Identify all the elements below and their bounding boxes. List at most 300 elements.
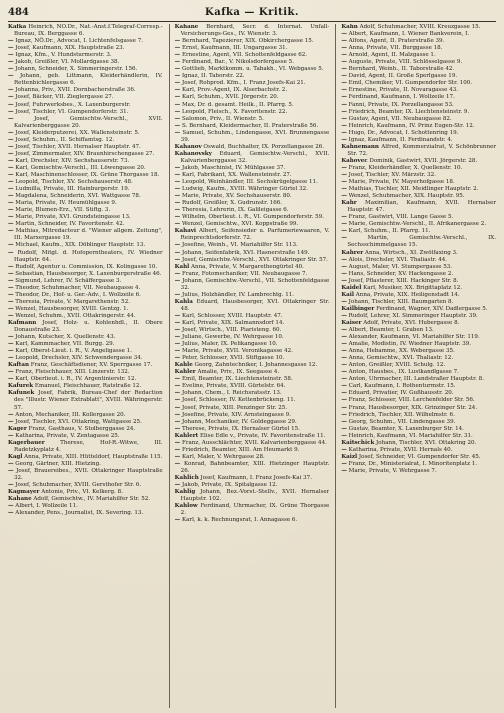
entry-surname: — <box>341 348 347 355</box>
directory-entry <box>8 144 163 151</box>
entry-surname: Kahle <box>174 362 193 369</box>
entry-surname: — <box>8 411 14 418</box>
directory-entry <box>8 320 163 334</box>
entry-surname: Kahnemann <box>341 143 379 150</box>
entry-surname: — <box>341 397 347 404</box>
directory-entry <box>8 440 163 454</box>
entry-details: Max, Dr. d. gesamt. Heilk., II. Pfarrg. 5. <box>180 101 294 108</box>
entry-surname: — <box>8 52 14 59</box>
entry-details: Karl, Maschinenschlosser, IX. Grüne Thorgasse 18. <box>13 171 160 178</box>
entry-surname: — <box>341 80 347 87</box>
entry-details: Fanni, Private, IX. Porzellangasse 53. <box>346 101 454 108</box>
directory-entry <box>8 433 163 440</box>
entry-surname: — <box>341 460 347 467</box>
entry-details: Hans, Schneider, XV. Hackengasse 2. <box>346 270 454 277</box>
entry-surname: — <box>174 214 181 221</box>
entry-surname: Kahlig <box>174 489 196 496</box>
directory-entry <box>341 144 496 158</box>
directory-entry <box>175 299 330 313</box>
entry-surname: — <box>8 291 14 298</box>
entry-details: Josefine, Weinh., VI. Mariahilfer Str. 113. <box>180 242 298 249</box>
directory-entry <box>8 165 163 172</box>
directory-entry <box>341 186 496 193</box>
entry-details: August, Maler, VI. Stumpergasse 53. <box>346 263 453 270</box>
directory-entry <box>175 200 330 207</box>
entry-surname: — <box>174 249 181 256</box>
entry-surname: Kahler <box>174 369 196 376</box>
entry-surname: — <box>8 341 14 348</box>
entry-details: Josef, Tischler, VI. Gumpendorferstr. 31. <box>13 108 129 115</box>
entry-details: Ernst, Kaufmann, III. Ungargasse 31. <box>180 45 288 52</box>
entry-details: Katharina, Private, XVII. Hernals 40. <box>346 446 453 453</box>
entry-details: Rudolf, Agentur u. Commission, IX. Kolingasse 10. <box>13 263 158 270</box>
directory-entry <box>8 66 163 73</box>
entry-surname: — <box>8 207 14 214</box>
directory-entry <box>8 348 163 355</box>
entry-details: Josef, Kaufmann, XIX. Hauptstraße 23. <box>13 45 125 52</box>
directory-entry <box>175 130 330 144</box>
entry-surname: — <box>8 369 14 376</box>
entry-surname: — <box>174 242 181 249</box>
entry-details: Ignaz, NÖ.Dr., Advocat, I. Lichtenfelsgasse 7. <box>13 38 143 45</box>
directory-entry <box>8 412 163 419</box>
entry-surname: — <box>341 122 347 129</box>
directory-entry <box>8 186 163 193</box>
entry-surname: — <box>341 383 347 390</box>
entry-details: Ernestine, Agent, VII. Schottenfeldgasse 62. <box>180 52 308 59</box>
directory-entry <box>8 390 163 411</box>
entry-details: Theodor, Dr., Hof- u. Ger.-Adv., I. Wollzeile 6. <box>13 291 141 298</box>
directory-entry <box>175 242 330 249</box>
entry-surname: — <box>8 510 14 517</box>
directory-entry <box>341 433 496 440</box>
entry-surname: — <box>174 38 181 45</box>
directory-entry <box>341 264 496 271</box>
entry-surname: — <box>341 59 347 66</box>
entry-surname: — <box>174 52 181 59</box>
entry-surname: Kahavi <box>174 228 197 235</box>
entry-details: Magdalena, Schneiderin, XVI. Wattgasse 78. <box>13 193 141 200</box>
entry-details: Wenzel, Hausbesorger, XVIII. Gentzg. 1. <box>13 305 129 312</box>
entry-details: Mathias, Mitredacteur d. "Wiener allgem. Zeitung", III. Marxergasse 19. <box>13 228 163 242</box>
entry-details: Theresia, Private, V. Margarethenstr. 52. <box>13 298 131 305</box>
entry-details: Samuel, Schuhm., Lindengasse, XVI. Brunnengasse 39. <box>180 129 330 143</box>
directory-entry <box>341 52 496 59</box>
entry-surname: — <box>8 312 14 319</box>
directory-columns <box>8 24 496 708</box>
directory-entry <box>8 362 163 369</box>
entry-surname: — <box>341 390 347 397</box>
directory-entry <box>341 412 496 419</box>
directory-entry <box>175 38 330 45</box>
entry-surname: — <box>8 150 14 157</box>
entry-details: Johann, Kutscher, X. Quellenstr. 43. <box>13 334 116 341</box>
entry-surname: — <box>174 115 181 122</box>
entry-details: Johann, Mechaniker, IV. Goldeggasse 29. <box>180 418 297 425</box>
entry-surname: Kafurek <box>8 383 34 390</box>
entry-details: Marie, Gemischtw.-Verschl., II. Afrikanergasse 2. <box>346 221 487 228</box>
entry-details: Juliane, Gewerbe, IV. Wehrgasse 10. <box>180 334 284 341</box>
entry-surname: — <box>8 94 14 101</box>
entry-surname: Kaidel <box>341 284 362 291</box>
directory-entry <box>175 292 330 299</box>
entry-surname: Kahlich <box>174 475 199 481</box>
entry-details: Emil, Beamter, IX. Liechtensteinstr. 58. <box>180 376 293 383</box>
entry-surname: — <box>8 73 14 80</box>
entry-details: Heinrich, Kaufmann, VI. Mariahilfer Str. 31. <box>346 432 473 439</box>
entry-surname: — <box>8 418 14 425</box>
entry-surname: — <box>8 348 14 355</box>
entry-surname: Kahla <box>174 298 193 305</box>
entry-details: Wenzel, Schuhm., XVII. Ottakringerstr. 44. <box>13 312 136 319</box>
entry-details: Auguste, Private, VIII. Schlösselgasse 9. <box>346 59 463 66</box>
entry-surname: Kafmann <box>8 319 37 326</box>
entry-details: Jakob, Greißler, VI. Mollardgasse 38. <box>13 59 120 66</box>
entry-surname: — <box>341 277 347 284</box>
entry-surname: — <box>174 122 181 129</box>
entry-surname: — <box>174 390 181 397</box>
entry-details: Ludmilla, Private, III. Hainburgerstr. 19. <box>13 186 130 193</box>
directory-entry <box>175 355 330 362</box>
entry-details: Josef, Gemischtw.-Verschl., XVII. Kalvarienberggasse 20. <box>13 115 163 129</box>
entry-surname: Kahane <box>8 496 32 503</box>
directory-entry <box>8 130 163 137</box>
entry-details: Georg, Zahntechniker, I. Johannesgasse 12. <box>192 362 318 369</box>
entry-details: Emil, Chemiker, VI. Gumpendorfer Str. 100. <box>346 80 473 87</box>
directory-entry <box>341 102 496 109</box>
entry-details: Franz, Gastwirt, VIII. Lange Gasse 5. <box>346 214 454 221</box>
entry-surname: — <box>341 87 347 94</box>
entry-surname: — <box>341 221 347 228</box>
entry-details: Albert, Kaufmann, I. Wiener Bankverein, I. <box>346 31 470 38</box>
entry-surname: — <box>174 45 181 52</box>
entry-surname: — <box>341 355 347 362</box>
page-number: 484 <box>8 7 29 18</box>
entry-details: Alois, Drechsler, XVI. Thaliastr. 44. <box>346 256 448 263</box>
entry-details: Martin, Schneider, IV. Favoritenstr. 42. <box>13 221 125 228</box>
entry-surname: — <box>8 298 14 305</box>
directory-entry <box>341 397 496 404</box>
directory-entry <box>175 52 330 59</box>
directory-entry <box>341 94 496 101</box>
entry-details: Michael, Kaufm., XIX. Döblinger Hauptstr. 13. <box>13 242 146 249</box>
entry-surname: — <box>8 38 14 45</box>
directory-entry <box>175 517 330 524</box>
entry-details: Franz, Gasthaus, V. Stolberggasse 24. <box>26 425 136 432</box>
directory-entry <box>8 52 163 59</box>
entry-details: Josef, Schlosser, IV. Kettenbrückeng. 11. <box>180 397 296 404</box>
entry-surname: — <box>341 263 347 270</box>
entry-surname: — <box>341 31 347 38</box>
directory-entry <box>341 369 496 376</box>
entry-surname: Kahl <box>174 263 190 270</box>
entry-surname: Kager <box>8 425 27 432</box>
entry-details: Johann, Schneider, X. Simmeringerstr. 156. <box>13 66 138 73</box>
entry-surname: — <box>341 446 347 453</box>
directory-entry <box>8 207 163 214</box>
entry-details: Wilhelm, Oberlieut. i. R., VI. Gumpendorferstr. 59. <box>180 214 324 221</box>
entry-details: Josef, Pflasterer, XIII. Hackinger Str. 8. <box>346 277 459 284</box>
entry-details: Josef, Brauereibes., XVII. Ottakringer Hauptstraße 32. <box>13 467 163 481</box>
entry-details: Jakob, Private, IX. Spitalgasse 12. <box>180 482 278 489</box>
entry-surname: Kahlert <box>174 432 199 439</box>
entry-surname: — <box>341 312 347 319</box>
entry-surname: — <box>174 129 181 136</box>
directory-entry <box>341 341 496 348</box>
directory-entry <box>175 116 330 123</box>
directory-entry <box>341 172 496 179</box>
entry-surname: — <box>174 186 181 193</box>
entry-surname: — <box>8 284 14 291</box>
entry-surname: — <box>174 80 181 87</box>
directory-entry <box>8 376 163 383</box>
directory-entry <box>8 369 163 376</box>
entry-surname: — <box>8 228 14 235</box>
directory-entry <box>8 158 163 165</box>
entry-surname: — <box>8 171 14 178</box>
directory-entry <box>8 102 163 109</box>
entry-details: Oswald, Buchhalter, IX. Porzellangasse 26. <box>201 143 325 150</box>
entry-surname: — <box>174 404 181 411</box>
directory-entry <box>175 102 330 109</box>
entry-details: Wenzel, Schuhmacher, XIX. Hauptstr. 95. <box>346 193 465 200</box>
entry-surname: — <box>174 94 181 101</box>
entry-surname: — <box>174 327 181 334</box>
directory-entry <box>8 341 163 348</box>
entry-surname: — <box>174 482 181 489</box>
entry-surname: — <box>174 193 181 200</box>
directory-entry <box>175 412 330 419</box>
entry-details: Josef, Private, XIII. Penzinger Str. 25. <box>180 404 288 411</box>
entry-surname: — <box>341 171 347 178</box>
directory-entry <box>175 327 330 334</box>
entry-surname: — <box>341 270 347 277</box>
entry-surname: — <box>341 228 347 235</box>
directory-entry <box>341 193 496 200</box>
entry-surname: — <box>8 503 14 510</box>
entry-details: Karl, Schuhm., II. Pfarrg. 11. <box>346 228 431 235</box>
entry-details: Arnold, Agent, II. Malzgasse 1. <box>346 52 436 59</box>
entry-surname: — <box>174 270 181 277</box>
directory-entry <box>341 158 496 165</box>
entry-details: Friedrich, Beamter, IX. Liechtensteinstr. 9. <box>346 108 470 115</box>
entry-surname: — <box>8 193 14 200</box>
entry-details: Alexander, Kaufmann, VI. Mariahilfer Str. 119. <box>346 334 480 341</box>
entry-details: Franz, Schlosser, VIII. Lerchenfelder Str. 56. <box>346 397 475 404</box>
entry-details: Mathias, Tischler, XII. Meidlinger Hauptstr. 2. <box>346 186 479 193</box>
entry-details: Josef, Tischler, XVII. Hernalser Hauptstr. 47. <box>13 143 141 150</box>
directory-entry <box>8 193 163 200</box>
directory-entry <box>175 250 330 257</box>
entry-details: Eduard, Hausbesorger, XVI. Ottakringer Str. 48. <box>180 298 330 312</box>
page-header <box>8 5 496 21</box>
entry-details: Peter, Schlosser, XVII. Stiftgasse 10. <box>180 355 285 362</box>
directory-entry <box>175 489 330 503</box>
column-3 <box>335 24 496 708</box>
directory-entry <box>341 362 496 369</box>
directory-entry <box>8 426 163 433</box>
directory-entry <box>8 503 163 510</box>
entry-surname: — <box>174 517 181 524</box>
entry-surname: — <box>341 186 347 193</box>
entry-surname: — <box>8 432 14 439</box>
directory-entry <box>8 200 163 207</box>
directory-entry <box>175 376 330 383</box>
column-2 <box>169 24 330 708</box>
entry-details: Gottlieb, Marktkomm. u. Tabakh., VI. Webgasse 5. <box>180 66 324 73</box>
directory-entry <box>175 66 330 73</box>
directory-entry <box>8 271 163 278</box>
entry-surname: — <box>8 45 14 52</box>
entry-surname: — <box>8 87 14 94</box>
directory-entry <box>341 468 496 475</box>
entry-surname: — <box>8 221 14 228</box>
entry-details: Therese, Hof-R.-Witwe, III. Radetzkyplatz 4. <box>14 439 163 453</box>
directory-entry <box>341 31 496 38</box>
entry-details: Josef, Fuhrwerksbes., X. Laxenburgerstr. <box>13 101 131 108</box>
directory-entry <box>8 24 163 38</box>
entry-details: Josef, Schneider, VI. Gumpendorfer Str. 45. <box>357 453 481 460</box>
directory-entry <box>341 59 496 66</box>
entry-surname: — <box>8 249 14 256</box>
entry-surname: — <box>174 446 181 453</box>
entry-details: Martin, Gemischtw.-Verschl., IX. Sechsschimmelgasse 15. <box>346 235 497 249</box>
entry-details: Karl, Schlosser, XVIII. Hauptstr. 47. <box>180 312 283 319</box>
entry-surname: — <box>341 334 347 341</box>
entry-surname: — <box>341 136 347 143</box>
directory-entry <box>175 214 330 221</box>
entry-details: Friedrich, Tischler, XII. Wilhelmstr. 6. <box>346 411 455 418</box>
directory-entry <box>8 334 163 341</box>
directory-entry <box>175 390 330 397</box>
entry-surname: — <box>341 129 347 136</box>
entry-details: Karl, Schuhm., XVII. Jörgerstr. 20. <box>180 94 279 101</box>
entry-surname: — <box>174 460 181 467</box>
directory-entry <box>175 362 330 369</box>
entry-details: Eduard, Privatier, IV. Gußhausstr. 20. <box>346 390 454 397</box>
entry-details: Johann, Tischler, XIII. Baumgarten 8. <box>346 298 454 305</box>
entry-details: Antonie, Priv., VI. Kelkerg. 8. <box>39 489 123 496</box>
directory-entry <box>8 306 163 313</box>
entry-surname: Kailbinger <box>341 305 375 312</box>
directory-entry <box>175 165 330 172</box>
directory-entry <box>341 24 496 31</box>
directory-entry <box>175 45 330 52</box>
entry-surname: Kahanovsky <box>174 150 212 157</box>
entry-details: Marie, Private, XVI. Grundsteingasse 13. <box>13 214 131 221</box>
entry-surname: — <box>341 369 347 376</box>
entry-surname: — <box>174 73 181 80</box>
entry-details: Josef, Kleiderputzerei, XX. Wallensteinstr. 5. <box>13 129 140 136</box>
entry-details: Ernestine, Private, II. Novaragasse 43. <box>346 87 458 94</box>
entry-details: Anna, Gemischtw., XVI. Thaliastr. 12. <box>346 355 454 362</box>
directory-entry <box>341 299 496 306</box>
entry-surname: — <box>341 164 347 171</box>
directory-entry <box>341 250 496 257</box>
directory-entry <box>341 109 496 116</box>
entry-details: Konrad, Bahnbeamter, XIII. Hietzinger Hauptstr. 26. <box>180 460 330 474</box>
directory-entry <box>8 94 163 101</box>
entry-surname: — <box>341 214 347 221</box>
entry-surname: — <box>341 256 347 263</box>
entry-details: Bernhard, Tapezierer, XIX. Obkirchergasse 15. <box>180 38 314 45</box>
entry-details: Rudolf, Mitgl. d. Hofoperntheaters, IV. Wiedner Hauptstr. 64. <box>13 249 163 263</box>
directory-entry <box>341 440 496 447</box>
entry-details: Heinrich, NÖ.Dr., Nat.-Anst.f.Telegraf-Corresp.-Bureau, IX. Berggasse 6. <box>14 24 163 38</box>
entry-details: Marie, Blumen-Erz., VII. Stiftg. 3. <box>13 207 111 214</box>
entry-details: Josefine, Private, XIV. Arnsteingasse 9. <box>180 411 291 418</box>
directory-entry <box>175 426 330 433</box>
entry-details: Franz, Geschäftsdiener, XV. Sperrgasse 17. <box>29 362 153 369</box>
entry-details: Karl, Musiker, XX. Brigittaplatz 12. <box>361 284 463 291</box>
entry-surname: — <box>341 66 347 73</box>
entry-surname: — <box>174 418 181 425</box>
entry-surname: — <box>8 305 14 312</box>
directory-entry <box>341 137 496 144</box>
entry-details: Alfons, Agent, II. Praterstraße 39. <box>346 38 445 45</box>
entry-surname: — <box>174 171 181 178</box>
entry-surname: — <box>174 376 181 383</box>
entry-details: Josef, Tischler, XV. Märzstr. 32. <box>346 171 436 178</box>
directory-entry <box>8 172 163 179</box>
directory-entry <box>341 285 496 292</box>
entry-details: Adolf, Gemischtw., IV. Mariahilfer Str. 52. <box>31 496 151 503</box>
directory-entry <box>175 397 330 404</box>
directory-entry <box>8 510 163 517</box>
entry-details: Leopold, Tischler, XV. Sechshauserstr. 48. <box>13 179 133 186</box>
entry-surname: — <box>341 73 347 80</box>
entry-details: Theodor, Schuhmacher, VII. Neubaugasse 4. <box>13 284 141 291</box>
entry-surname: Kagmayer <box>8 489 40 496</box>
entry-details: Josef, Wirtsch., VIII. Piaristeng. 60. <box>180 327 282 334</box>
entry-details: Anton, Hausbes., IX. Lustkandlgasse 7. <box>346 369 459 376</box>
entry-details: Georg, Schuhm., VII. Lindengasse 39. <box>346 418 456 425</box>
entry-surname: Kagerbauer <box>8 439 45 446</box>
entry-surname: Kaiser <box>341 319 362 326</box>
entry-details: Anna, Private, V. Margarethengürtel 40. <box>189 263 304 270</box>
directory-entry <box>175 257 330 264</box>
entry-details: Ferdinand, Kaufmann, I. Wollzeile 17. <box>346 94 455 101</box>
directory-entry <box>341 419 496 426</box>
directory-entry <box>341 292 496 299</box>
entry-details: Friedrich, Beamter, XIII. Am Heumarkt 9. <box>180 446 300 453</box>
directory-entry <box>341 179 496 186</box>
directory-entry <box>175 278 330 292</box>
entry-details: Karl, Oberlieut. i. R., IV. Argentinierstr. 12. <box>13 376 137 383</box>
directory-entry <box>8 73 163 87</box>
directory-entry <box>175 151 330 165</box>
directory-entry <box>8 214 163 221</box>
entry-surname: — <box>8 157 14 164</box>
entry-details: Josef, Schuhm., II. Schiffamtsg. 12. <box>13 136 115 143</box>
directory-entry <box>8 264 163 271</box>
entry-surname: — <box>8 115 14 122</box>
entry-surname: — <box>8 186 14 193</box>
directory-entry <box>341 38 496 45</box>
directory-entry <box>341 278 496 285</box>
directory-entry <box>175 447 330 454</box>
directory-entry <box>175 228 330 242</box>
entry-details: Adolf, Schuhmacher, XVIII. Kreuzgasse 15. <box>357 24 481 30</box>
directory-entry <box>175 172 330 179</box>
entry-details: Julius, Holzhändler, IV. Lambrechtg. 11. <box>180 291 295 298</box>
entry-surname: — <box>8 334 14 341</box>
directory-entry <box>175 179 330 186</box>
directory-entry <box>175 87 330 94</box>
directory-entry <box>341 73 496 80</box>
entry-details: Amalie, Modistin, IV. Wiedner Hauptstr. 39. <box>346 341 472 348</box>
directory-entry <box>341 376 496 383</box>
